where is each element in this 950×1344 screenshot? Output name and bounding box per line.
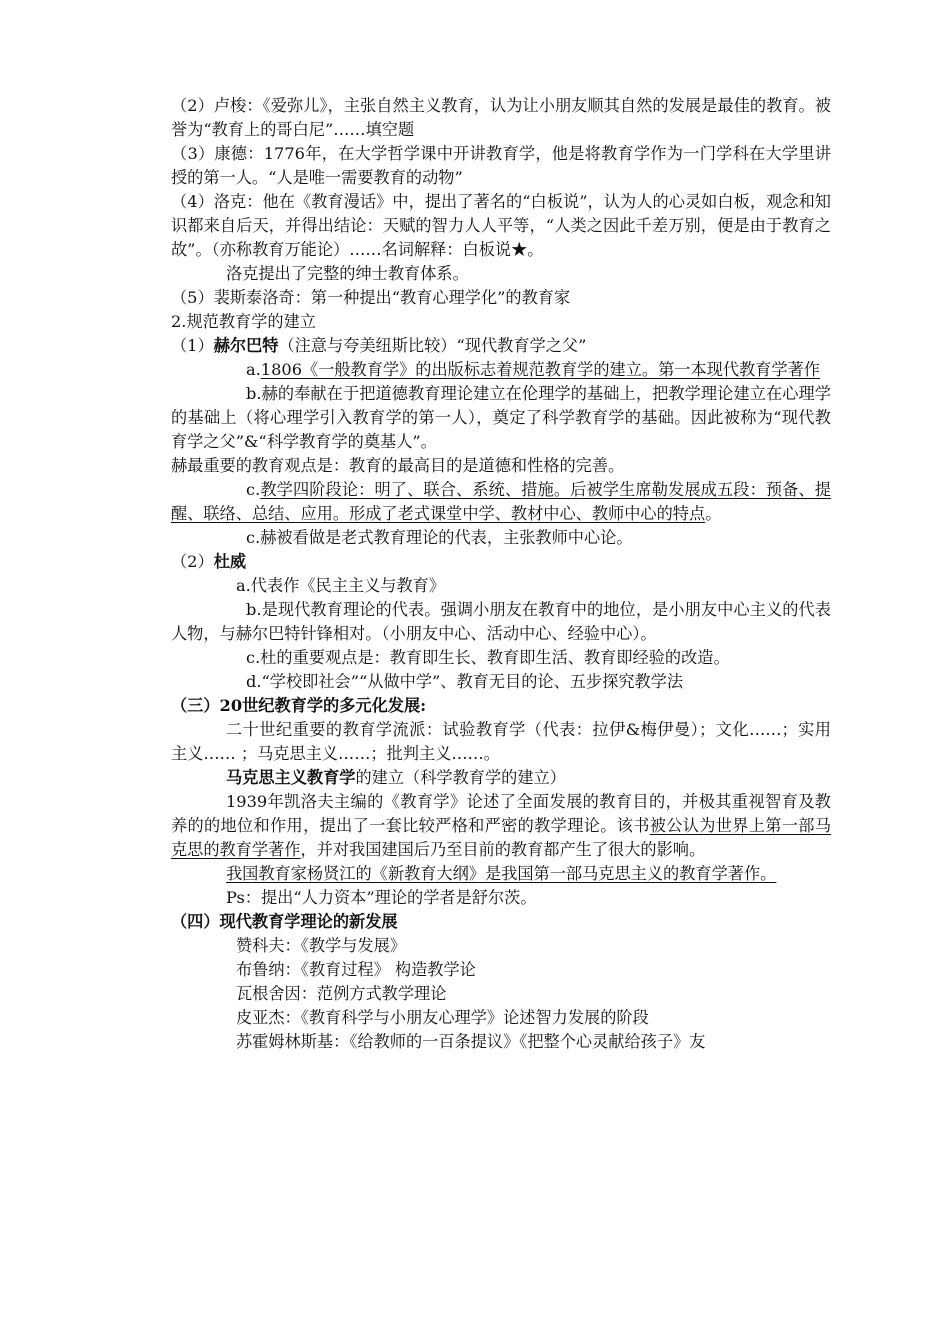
- para-kant: （3）康德：1776年，在大学哲学课中开讲教育学，他是将教育学作为一门学科在大学里讲授的第一人。“人是唯一需要教育的动物”: [171, 144, 831, 187]
- para-dewey-c: c.杜的重要观点是：教育即生长、教育即生活、教育即经验的改造。: [246, 648, 730, 667]
- para-locke: （4）洛克：他在《教育漫话》中，提出了著名的“白板说”，认为人的心灵如白板，观念和知识都来自后天，并得出结论：天赋的智力人人平等，“人类之因此千差万别，便是由于教育之故”。（亦称教育万能论）……名词解释：白板说★。: [171, 192, 831, 259]
- para-sukhomlinsky: 苏霍姆林斯基：《给教师的一百条提议》《把整个心灵献给孩子》友: [236, 1032, 706, 1051]
- para-bruner: 布鲁纳：《教育过程》 构造教学论: [236, 960, 476, 979]
- para-piaget: 皮亚杰：《教育科学与小朋友心理学》论述智力发展的阶段: [236, 1008, 649, 1027]
- para-marxist-heading: 马克思主义教育学的建立（科学教育学的建立）: [226, 768, 566, 787]
- para-dewey-b: b.是现代教育理论的代表。强调小朋友在教育中的地位，是小朋友中心主义的代表人物，与赫尔巴特针锋相对。（小朋友中心、活动中心、经验中心）。: [171, 600, 831, 643]
- para-dewey-heading: （2）杜威: [171, 552, 247, 571]
- section-heading-modern: （四）现代教育学理论的新发展: [171, 912, 398, 931]
- para-pestalozzi: （5）裴斯泰洛奇：第一种提出“教育心理学化”的教育家: [171, 288, 571, 307]
- document-page: [171, 94, 831, 1054]
- para-locke-gentleman: 洛克提出了完整的绅士教育体系。: [226, 264, 469, 283]
- para-herbart-c2: c.赫被看做是老式教育理论的代表，主张教师中心论。: [246, 528, 633, 547]
- para-zankov: 赞科夫：《教学与发展》: [236, 936, 406, 955]
- para-rousseau: （2）卢梭：《爱弥儿》，主张自然主义教育，认为让小朋友顺其自然的发展是最佳的教育。被誉为“教育上的哥白尼”……填空题: [171, 96, 831, 139]
- para-yang-xianjiang: 我国教育家杨贤江的《新教育大纲》是我国第一部马克思主义的教育学著作。: [226, 864, 777, 883]
- para-herbart-heading: （1）赫尔巴特（注意与夸美纽斯比较）“现代教育学之父”: [171, 336, 587, 355]
- para-kairov: 1939年凯洛夫主编的《教育学》论述了全面发展的教育目的，并极其重视智育及教养的的地位和作用，提出了一套比较严格和严密的教学理论。该书被公认为世界上第一部马克思的教育学著作，并对我国建国后乃至目前的教育都产生了很大的影响。: [171, 792, 832, 859]
- para-herbart-a: a.1806《一般教育学》的出版标志着规范教育学的建立。第一本现代教育学著作: [246, 360, 820, 379]
- para-herbart-c: c.教学四阶段论：明了、联合、系统、措施。后被学生席勒发展成五段：预备、提醒、联络、总结、应用。形成了老式课堂中学、教材中心、教师中心的特点。: [171, 480, 831, 523]
- para-dewey-d: d.“学校即社会”“从做中学”、教育无目的论、五步探究教学法: [246, 672, 684, 691]
- para-schools: 二十世纪重要的教育学流派：试验教育学（代表：拉伊&梅伊曼）；文化……；实用主义…… ；马克思主义……；批判主义……。: [171, 720, 831, 763]
- para-ps-schultz: Ps：提出“人力资本”理论的学者是舒尔茨。: [226, 888, 537, 907]
- section-heading-20th-century: （三）20世纪教育学的多元化发展:: [171, 696, 427, 715]
- section-heading-normative: 2.规范教育学的建立: [171, 312, 316, 331]
- para-dewey-a: a.代表作《民主主义与教育》: [236, 576, 446, 595]
- para-herbart-b: b.赫的奉献在于把道德教育理论建立在伦理学的基础上，把教学理论建立在心理学的基础上（将心理学引入教育学的第一人），奠定了科学教育学的基础。因此被称为“现代教育学之父”&“科学教育学的奠基人”。: [171, 384, 831, 451]
- para-herbart-view: 赫最重要的教育观点是：教育的最高目的是道德和性格的完善。: [171, 456, 625, 475]
- para-wagenschein: 瓦根舍因：范例方式教学理论: [236, 984, 447, 1003]
